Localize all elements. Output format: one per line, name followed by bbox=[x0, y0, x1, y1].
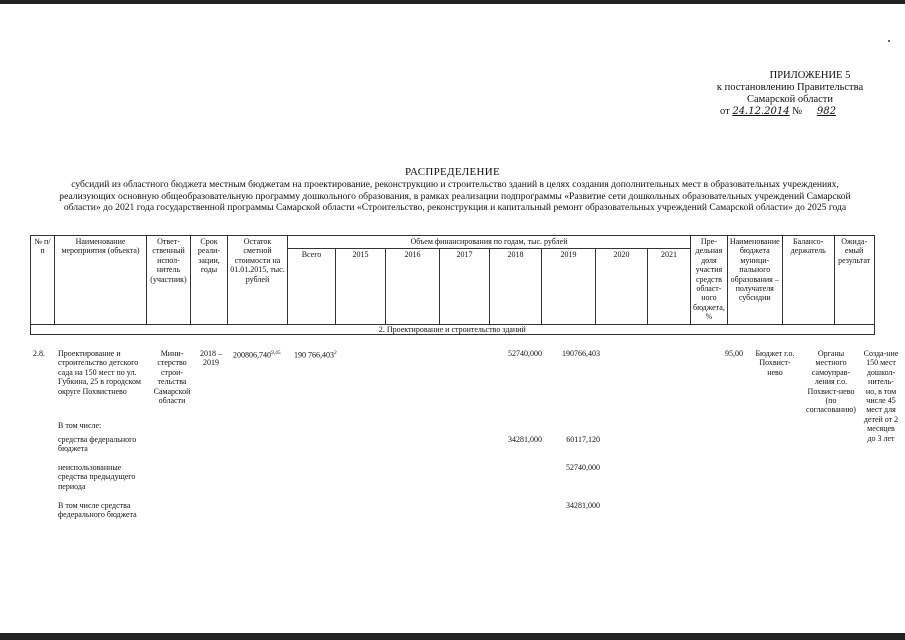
header-rest: Остаток сметной стоимости на 01.01.2015, тыс. рублей bbox=[228, 236, 288, 325]
header-num: № п/п bbox=[31, 236, 55, 325]
sub-2019-2: 52740,000 bbox=[566, 463, 600, 472]
sub-2018-1: 34281,000 bbox=[508, 435, 542, 444]
header-share: Пре-дельная доля участия средств област-ного бюджета, % bbox=[691, 236, 728, 325]
header-2019: 2019 bbox=[542, 249, 596, 325]
row-resp: Мини-стерство строи-тельства Самарской области bbox=[153, 349, 191, 406]
row-share: 95,00 bbox=[725, 349, 743, 358]
sub-label-1: средства федерального бюджета bbox=[58, 435, 137, 454]
appendix-date-line bbox=[690, 106, 890, 118]
appendix-title: ПРИЛОЖЕНИЕ 5 bbox=[769, 70, 851, 81]
header-resp: Ответ-ственный испол-нитель (участник) bbox=[147, 236, 191, 325]
section-title: 2. Проектирование и строительство зданий bbox=[31, 325, 875, 335]
row-num: 2.8. bbox=[33, 349, 45, 358]
row-term: 2018 – 2019 bbox=[200, 349, 222, 368]
row-name: Проектирование и строительство детского сада на 150 мест по ул. Губкина, 25 в городском округе Похвистнево bbox=[58, 349, 141, 396]
header-name: Наименование мероприятия (объекта) bbox=[55, 236, 147, 325]
total-value: 190 766,403 bbox=[294, 350, 334, 360]
header-2015: 2015 bbox=[336, 249, 386, 325]
header-budget: Наименование бюджета муници-пального образования – получателя субсидии bbox=[727, 236, 782, 325]
row-2019: 190766,403 bbox=[562, 349, 600, 358]
header-2021: 2021 bbox=[648, 249, 691, 325]
header-volume: Объем финансирования по годам, тыс. рублей bbox=[288, 236, 691, 249]
appendix-line3: Самарской области bbox=[747, 94, 833, 105]
appendix-block bbox=[690, 70, 890, 118]
sub-label-3: В том числе средства федерального бюджета bbox=[58, 501, 137, 520]
header-result: Ожида-емый результат bbox=[834, 236, 874, 325]
rest-footnote: 9,45 bbox=[271, 350, 281, 356]
appendix-line2: к постановлению Правительства bbox=[716, 82, 864, 93]
sub-2019-3: 34281,000 bbox=[566, 501, 600, 510]
header-row-1 bbox=[31, 236, 875, 249]
sub-2019-1: 60117,120 bbox=[566, 435, 600, 444]
row-rest bbox=[233, 349, 281, 360]
handwritten-date: 24.12.2014 bbox=[732, 106, 790, 117]
header-2016: 2016 bbox=[386, 249, 440, 325]
document-title: РАСПРЕДЕЛЕНИЕ bbox=[405, 166, 500, 178]
number-prefix: № bbox=[792, 106, 803, 117]
distribution-table bbox=[30, 235, 875, 335]
scan-speck bbox=[888, 40, 890, 42]
header-holder: Балансо-держатель bbox=[782, 236, 834, 325]
date-prefix: от bbox=[720, 106, 730, 117]
header-total: Всего bbox=[288, 249, 336, 325]
row-total bbox=[294, 349, 337, 360]
handwritten-number: 982 bbox=[816, 106, 836, 117]
total-footnote: 2 bbox=[334, 350, 337, 356]
scan-top-border bbox=[0, 0, 905, 4]
row-result: Созда-ние 150 мест дошкол-нитель-но, в том числе 45 мест для детей от 2 месяцев до 3 лет bbox=[863, 349, 899, 443]
header-2020: 2020 bbox=[596, 249, 648, 325]
document-subtitle: субсидий из областного бюджета местным бюджетам на проектирование, реконструкцию и строительство зданий в целях создания дополнительных мест в образовательных учреждениях, реализующих основную общеобразовательную программу дошкольного образования, в рамках реализации подпрограммы «Развитие сети дошкольных образовательных учреждений Самарской области» до 2021 года государственной программы Самарской области «Строительство, реконструкция и капитальный ремонт образовательных учреждений Самарской области» до 2025 года bbox=[59, 179, 851, 213]
sub-label-2: неиспользованные средства предыдущего периода bbox=[58, 463, 136, 491]
row-budget: Бюджет г.о. Похвист-нево bbox=[755, 349, 795, 377]
header-2017: 2017 bbox=[440, 249, 490, 325]
scan-bottom-border bbox=[0, 633, 905, 640]
section-row bbox=[31, 325, 875, 335]
row-holder: Органы местного самоуправ-ления г.о. Похвист-нево (по согласованию) bbox=[806, 349, 856, 415]
header-2018: 2018 bbox=[490, 249, 542, 325]
row-2018: 52740,000 bbox=[508, 349, 542, 358]
sub-label-0: В том числе: bbox=[58, 421, 102, 430]
rest-value: 200806,740 bbox=[233, 350, 271, 360]
header-term: Срок реали-зации, годы bbox=[191, 236, 228, 325]
